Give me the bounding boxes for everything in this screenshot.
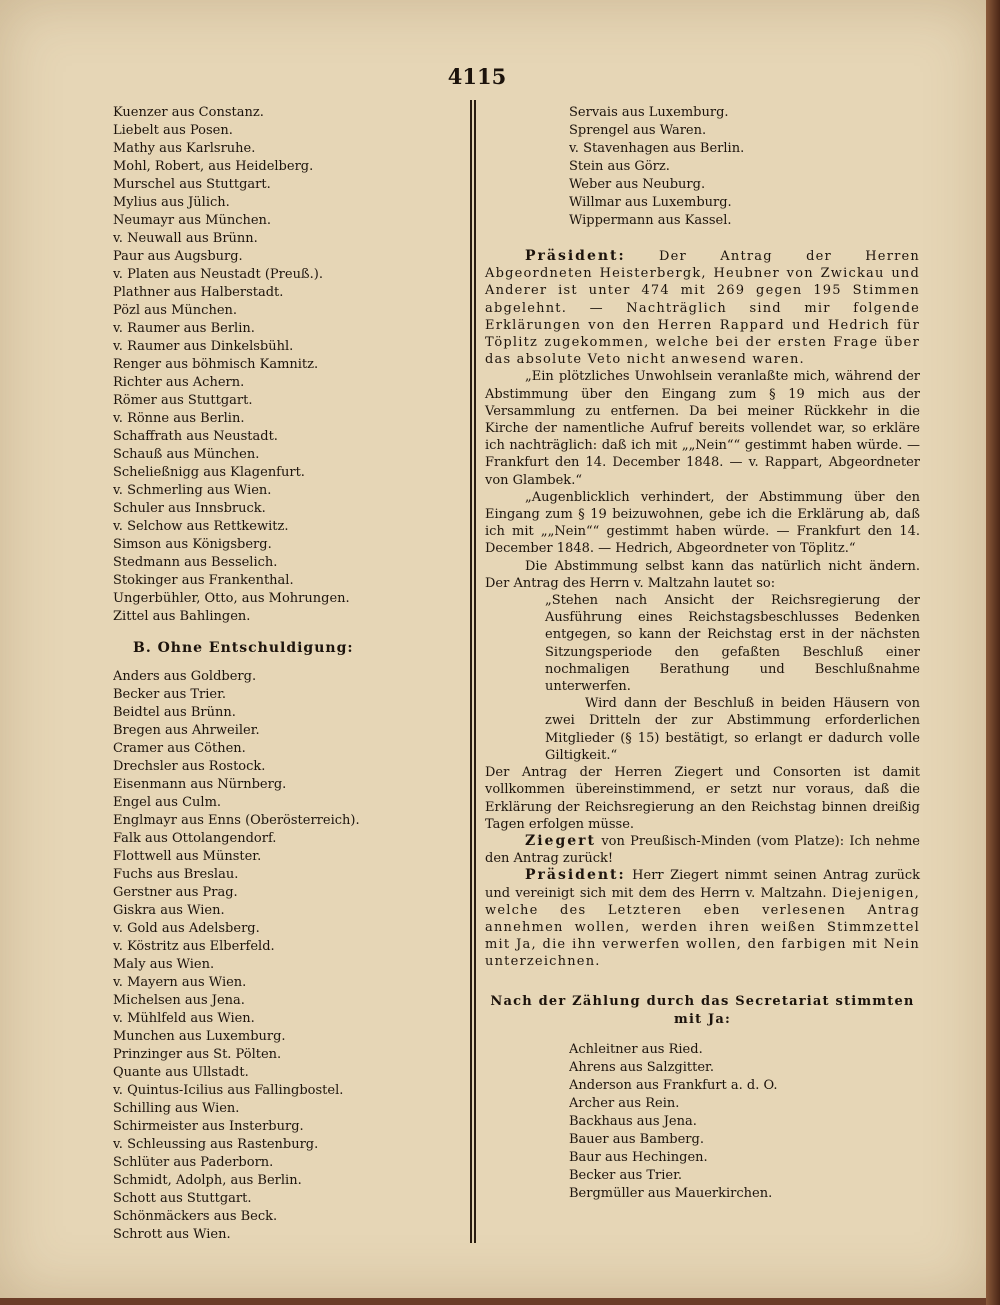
list-item: v. Stavenhagen aus Berlin. xyxy=(569,141,745,156)
list-item: Mylius aus Jülich. xyxy=(113,195,230,210)
spacer xyxy=(485,230,920,248)
list-item: Neumayr aus München. xyxy=(113,213,272,228)
list-item: v. Schleussing aus Rastenburg. xyxy=(113,1137,319,1152)
declaration-rappard: „Ein plötzliches Unwohlsein veranlaßte mich, während der Abstimmung über den Eingang zum § 19 mich aus der Versammlung zu entfernen. Da bei meiner Rückkehr in die Kirche der namentliche Aufruf bereits vollendet war, so erkläre ich nachträglich: daß ich mit „„Nein““ gestimmt haben würde. — Frankfurt den 14. December 1848. — v. Rappart, Abgeordneter von Glambek.“ xyxy=(485,369,920,488)
list-item: Baur aus Hechingen. xyxy=(569,1149,708,1165)
list-item: Sprengel aus Waren. xyxy=(569,123,707,138)
list-item: Schirmeister aus Insterburg. xyxy=(113,1119,304,1134)
list-item: Eisenmann aus Nürnberg. xyxy=(113,777,287,792)
list-item: Archer aus Rein. xyxy=(569,1095,680,1111)
list-item: Backhaus aus Jena. xyxy=(569,1113,697,1129)
list-item: Englmayr aus Enns (Oberösterreich). xyxy=(113,813,360,828)
book-spine-edge xyxy=(986,0,1000,1305)
speaker-name: Präsident: xyxy=(525,248,626,264)
list-item: Bregen aus Ahrweiler. xyxy=(113,723,260,738)
list-item: Drechsler aus Rostock. xyxy=(113,759,266,774)
paragraph-text: Die Abstimmung selbst kann das natürlich nicht ändern. Der Antrag des Herrn v. Maltzahn lautet so: xyxy=(485,558,920,591)
list-item: v. Raumer aus Dinkelsbühl. xyxy=(113,339,294,354)
ja-heading-line: mit Ja: xyxy=(674,1011,731,1027)
list-item: Schilling aus Wien. xyxy=(113,1101,240,1116)
list-item: Stokinger aus Frankenthal. xyxy=(113,573,294,588)
list-item: Schlüter aus Paderborn. xyxy=(113,1155,274,1170)
list-item: Quante aus Ullstadt. xyxy=(113,1065,249,1080)
list-item: Prinzinger aus St. Pölten. xyxy=(113,1047,282,1062)
list-item: v. Quintus-Icilius aus Fallingbostel. xyxy=(113,1083,344,1098)
list-item: Schmidt, Adolph, aus Berlin. xyxy=(113,1173,302,1188)
list-item: v. Selchow aus Rettkewitz. xyxy=(113,519,289,534)
list-item: Paur aus Augsburg. xyxy=(113,249,243,264)
absent-excused-list xyxy=(113,104,463,626)
paragraph-text: Der Antrag der Herren Abgeordneten Heisterbergk, Heubner von Zwickau und Anderer ist unter 474 mit 269 gegen 195 Stimmen abgelehnt. — Nachträglich sind mir folgende Erklärungen von den Herren Rappard und Hedrich für Töplitz zugekommen, welche bei der ersten Frage über das absolute Veto nicht anwesend waren. xyxy=(485,249,920,368)
absent-unexcused-list xyxy=(113,668,463,1244)
list-item: Fuchs aus Breslau. xyxy=(113,867,239,882)
president-statement xyxy=(485,248,920,368)
page-number: 4115 xyxy=(447,64,507,89)
paragraph-text: Herr Ziegert nimmt seinen Antrag zurück und vereinigt sich mit dem des Herrn v. Maltzahn. xyxy=(485,868,920,901)
list-item: v. Gold aus Adelsberg. xyxy=(113,921,260,936)
list-item: Bauer aus Bamberg. xyxy=(569,1131,704,1147)
motion-quote: „Stehen nach Ansicht der Reichsregierung der Ausführung eines Reichstagsbeschlusses Bedenken entgegen, so kann der Reichstag erst in der nächsten Sitzungsperiode den gefaßten Beschluß einer nochmaligen Berathung und Beschlußnahme unterwerfen. xyxy=(545,593,920,695)
list-item: v. Neuwall aus Brünn. xyxy=(113,231,258,246)
list-item: Zittel aus Bahlingen. xyxy=(113,609,251,624)
list-item: Maly aus Wien. xyxy=(113,957,215,972)
list-item: Liebelt aus Posen. xyxy=(113,123,233,138)
list-item: Becker aus Trier. xyxy=(113,687,227,702)
list-item: Weber aus Neuburg. xyxy=(569,177,706,192)
list-item: Gerstner aus Prag. xyxy=(113,885,238,900)
list-item: Servais aus Luxemburg. xyxy=(569,105,729,120)
president-statement xyxy=(485,867,920,970)
list-item: Munchen aus Luxemburg. xyxy=(113,1029,286,1044)
list-item: Schauß aus München. xyxy=(113,447,260,462)
list-item: Anderson aus Frankfurt a. d. O. xyxy=(569,1077,778,1093)
column-divider xyxy=(470,100,476,1243)
list-item: Schott aus Stuttgart. xyxy=(113,1191,252,1206)
list-item: Scheließnigg aus Klagenfurt. xyxy=(113,465,305,480)
list-item: Stein aus Görz. xyxy=(569,159,670,174)
list-item: Simson aus Königsberg. xyxy=(113,537,272,552)
list-item: Willmar aus Luxemburg. xyxy=(569,195,732,210)
ja-heading xyxy=(485,993,920,1029)
list-item: Anders aus Goldberg. xyxy=(113,669,257,684)
left-column xyxy=(113,104,463,1244)
list-item: Achleitner aus Ried. xyxy=(569,1041,703,1057)
list-item: Ahrens aus Salzgitter. xyxy=(569,1059,714,1075)
ja-heading-line: Nach der Zählung durch das Secretariat stimmten xyxy=(490,993,915,1009)
list-item: v. Rönne aus Berlin. xyxy=(113,411,245,426)
list-item: Engel aus Culm. xyxy=(113,795,222,810)
list-item: Schönmäckers aus Beck. xyxy=(113,1209,278,1224)
list-item: Schuler aus Innsbruck. xyxy=(113,501,266,516)
list-item: Murschel aus Stuttgart. xyxy=(113,177,271,192)
list-item: Becker aus Trier. xyxy=(569,1167,683,1183)
list-item: Mathy aus Karlsruhe. xyxy=(113,141,256,156)
list-item: Renger aus böhmisch Kamnitz. xyxy=(113,357,319,372)
list-item: Mohl, Robert, aus Heidelberg. xyxy=(113,159,314,174)
proceedings-text xyxy=(485,248,920,971)
list-item: Schrott aus Wien. xyxy=(113,1227,231,1242)
list-item: v. Raumer aus Berlin. xyxy=(113,321,255,336)
section-b-heading: B. Ohne Entschuldigung: xyxy=(133,640,354,656)
paragraph-text: Der Antrag der Herren Ziegert und Consorten ist damit vollkommen übereinstimmend, er setzt nur voraus, daß die Erklärung der Reichsregierung an den Reichstag binnen dreißig Tagen erfolgen müsse. xyxy=(485,765,920,832)
list-item: Cramer aus Cöthen. xyxy=(113,741,246,756)
list-item: Ungerbühler, Otto, aus Mohrungen. xyxy=(113,591,350,606)
list-item: Schaffrath aus Neustadt. xyxy=(113,429,278,444)
list-item: Giskra aus Wien. xyxy=(113,903,225,918)
ja-list xyxy=(485,1041,920,1203)
speaker-name: Ziegert xyxy=(525,832,596,849)
list-item: Stedmann aus Besselich. xyxy=(113,555,278,570)
list-item: v. Mayern aus Wien. xyxy=(113,975,247,990)
list-item: Wippermann aus Kassel. xyxy=(569,213,732,228)
list-item: Falk aus Ottolangendorf. xyxy=(113,831,277,846)
right-column xyxy=(485,104,920,1203)
list-item: Michelsen aus Jena. xyxy=(113,993,245,1008)
list-item: Flottwell aus Münster. xyxy=(113,849,262,864)
list-item: v. Mühlfeld aus Wien. xyxy=(113,1011,255,1026)
list-item: v. Platen aus Neustadt (Preuß.). xyxy=(113,267,323,282)
speaker-name: Präsident: xyxy=(525,867,626,884)
list-item: Pözl aus München. xyxy=(113,303,238,318)
ziegert-statement xyxy=(485,833,920,867)
paragraph-text: von Preußisch-Minden (vom Platze): Ich nehme den Antrag zurück! xyxy=(485,833,920,867)
list-item: Römer aus Stuttgart. xyxy=(113,393,253,408)
declaration-hedrich: „Augenblicklich verhindert, der Abstimmung über den Eingang zum § 19 beizuwohnen, gebe ich die Erklärung ab, daß ich mit „„Nein““ gestimmt haben würde. — Frankfurt den 14. December 1848. — Hedrich, Abgeordneter von Töplitz.“ xyxy=(485,489,920,557)
list-item: Plathner aus Halberstadt. xyxy=(113,285,284,300)
list-item: v. Köstritz aus Elberfeld. xyxy=(113,939,275,954)
list-item: Bergmüller aus Mauerkirchen. xyxy=(569,1185,773,1201)
absent-excused-list-continued xyxy=(485,104,920,230)
list-item: Beidtel aus Brünn. xyxy=(113,705,236,720)
motion-quote-continued: Wird dann der Beschluß in beiden Häusern von zwei Dritteln der zur Abstimmung erforderlichen Mitglieder (§ 15) bestätigt, so erlangt er dadurch volle Giltigkeit.“ xyxy=(545,696,920,763)
list-item: v. Schmerling aus Wien. xyxy=(113,483,272,498)
list-item: Kuenzer aus Constanz. xyxy=(113,105,264,120)
paragraph-text-spaced: Diejenigen, welche des Letzteren eben verlesenen Antrag annehmen wollen, werden ihren weißen Stimmzettel mit Ja, die ihn verwerfen wollen, den farbigen mit Nein unterzeichnen. xyxy=(485,885,920,970)
list-item: Richter aus Achern. xyxy=(113,375,245,390)
